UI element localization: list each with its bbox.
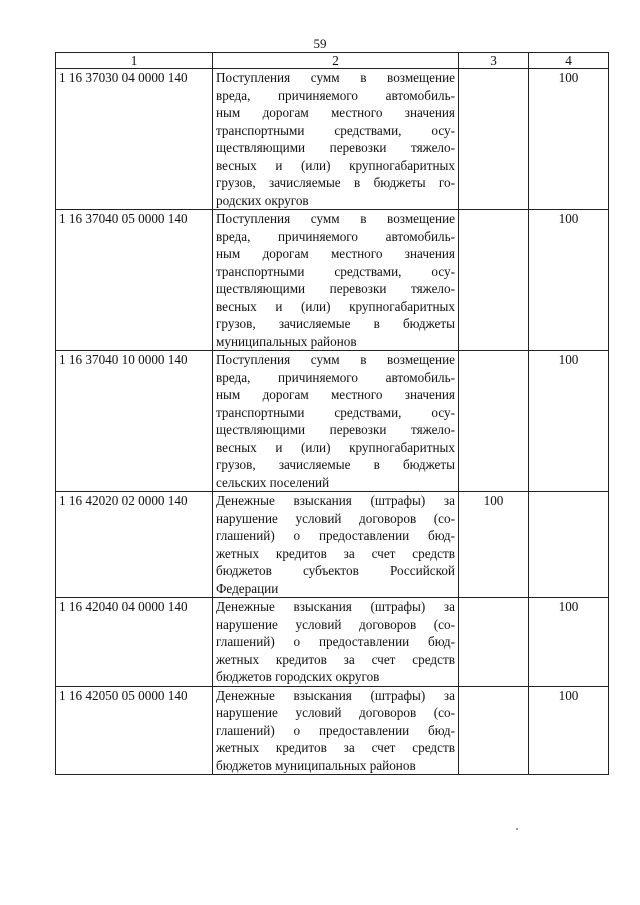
description-line: ществляющими перевозки тяжело- (216, 422, 455, 437)
description-line: бюджетов городских округов (216, 669, 380, 684)
description-line: ществляющими перевозки тяжело- (216, 281, 455, 296)
table-row (56, 351, 609, 492)
description-line: вреда, причиняемого автомобиль- (216, 228, 455, 244)
column-4-value-cell (529, 492, 609, 598)
description-line: Поступления сумм в возмещение (216, 211, 455, 226)
revenue-code-cell: 1 16 37030 04 0000 140 (56, 69, 213, 210)
revenue-codes-table (55, 52, 609, 775)
table-row (56, 69, 609, 210)
description-line: Денежные взыскания (штрафы) за (216, 599, 455, 614)
description-line: весных и (или) крупногабаритных (216, 298, 455, 314)
column-3-value-cell (459, 69, 529, 210)
description-line: транспортными средствами, осу- (216, 404, 455, 420)
column-3-value-cell (459, 210, 529, 351)
revenue-code-cell: 1 16 42050 05 0000 140 (56, 686, 213, 775)
description-cell (213, 69, 459, 210)
column-3-value-cell (459, 686, 529, 775)
description-line: транспортными средствами, осу- (216, 263, 455, 279)
description-cell (213, 598, 459, 687)
description-line: грузов, зачисляемые в бюджеты (216, 316, 455, 331)
description-line: бюджетов муниципальных районов (216, 757, 416, 773)
description-line: жетных кредитов за счет средств (216, 740, 455, 755)
description-line: весных и (или) крупногабаритных (216, 157, 455, 173)
column-4-value-cell: 100 (529, 598, 609, 687)
description-line: ным дорогам местного значения (216, 387, 455, 402)
description-line: нарушение условий договоров (со- (216, 510, 455, 526)
description-line: транспортными средствами, осу- (216, 122, 455, 138)
description-line: жетных кредитов за счет средств (216, 651, 455, 667)
column-3-value-cell: 100 (459, 492, 529, 598)
column-3-value-cell (459, 351, 529, 492)
scan-speck (516, 828, 518, 830)
description-cell (213, 210, 459, 351)
description-cell (213, 492, 459, 598)
header-col-3: 3 (459, 53, 529, 69)
description-line: грузов, зачисляемые в бюджеты го- (216, 175, 455, 190)
table-body (56, 69, 609, 775)
description-line: вреда, причиняемого автомобиль- (216, 369, 455, 385)
description-line: ным дорогам местного значения (216, 105, 455, 120)
table-row (56, 492, 609, 598)
description-cell (213, 351, 459, 492)
description-line: нарушение условий договоров (со- (216, 705, 455, 720)
description-line: бюджетов субъектов Российской (216, 563, 455, 578)
header-col-4: 4 (529, 53, 609, 69)
description-line: глашений) о предоставлении бюд- (216, 722, 455, 738)
column-4-value-cell: 100 (529, 69, 609, 210)
description-cell (213, 686, 459, 775)
description-line: жетных кредитов за счет средств (216, 545, 455, 561)
table-row (56, 598, 609, 687)
description-line: Поступления сумм в возмещение (216, 352, 455, 367)
description-line: Федерации (216, 580, 279, 596)
description-line: сельских поселений (216, 474, 330, 490)
table-header-row (56, 53, 609, 69)
description-line: весных и (или) крупногабаритных (216, 439, 455, 455)
description-line: нарушение условий договоров (со- (216, 616, 455, 632)
table-row (56, 210, 609, 351)
table-row (56, 686, 609, 775)
header-col-1: 1 (56, 53, 213, 69)
column-4-value-cell: 100 (529, 210, 609, 351)
description-line: ным дорогам местного значения (216, 246, 455, 261)
revenue-code-cell: 1 16 37040 05 0000 140 (56, 210, 213, 351)
description-line: ществляющими перевозки тяжело- (216, 140, 455, 155)
revenue-code-cell: 1 16 42020 02 0000 140 (56, 492, 213, 598)
description-line: муниципальных районов (216, 333, 357, 349)
description-line: грузов, зачисляемые в бюджеты (216, 457, 455, 472)
description-line: глашений) о предоставлении бюд- (216, 634, 455, 649)
column-3-value-cell (459, 598, 529, 687)
header-col-2: 2 (213, 53, 459, 69)
column-4-value-cell: 100 (529, 351, 609, 492)
description-line: вреда, причиняемого автомобиль- (216, 87, 455, 103)
revenue-code-cell: 1 16 42040 04 0000 140 (56, 598, 213, 687)
page-number: 59 (313, 36, 327, 51)
description-line: родских округов (216, 192, 309, 208)
column-4-value-cell: 100 (529, 686, 609, 775)
description-line: Поступления сумм в возмещение (216, 70, 455, 85)
description-line: Денежные взыскания (штрафы) за (216, 687, 455, 703)
description-line: Денежные взыскания (штрафы) за (216, 493, 455, 508)
description-line: глашений) о предоставлении бюд- (216, 528, 455, 543)
revenue-code-cell: 1 16 37040 10 0000 140 (56, 351, 213, 492)
